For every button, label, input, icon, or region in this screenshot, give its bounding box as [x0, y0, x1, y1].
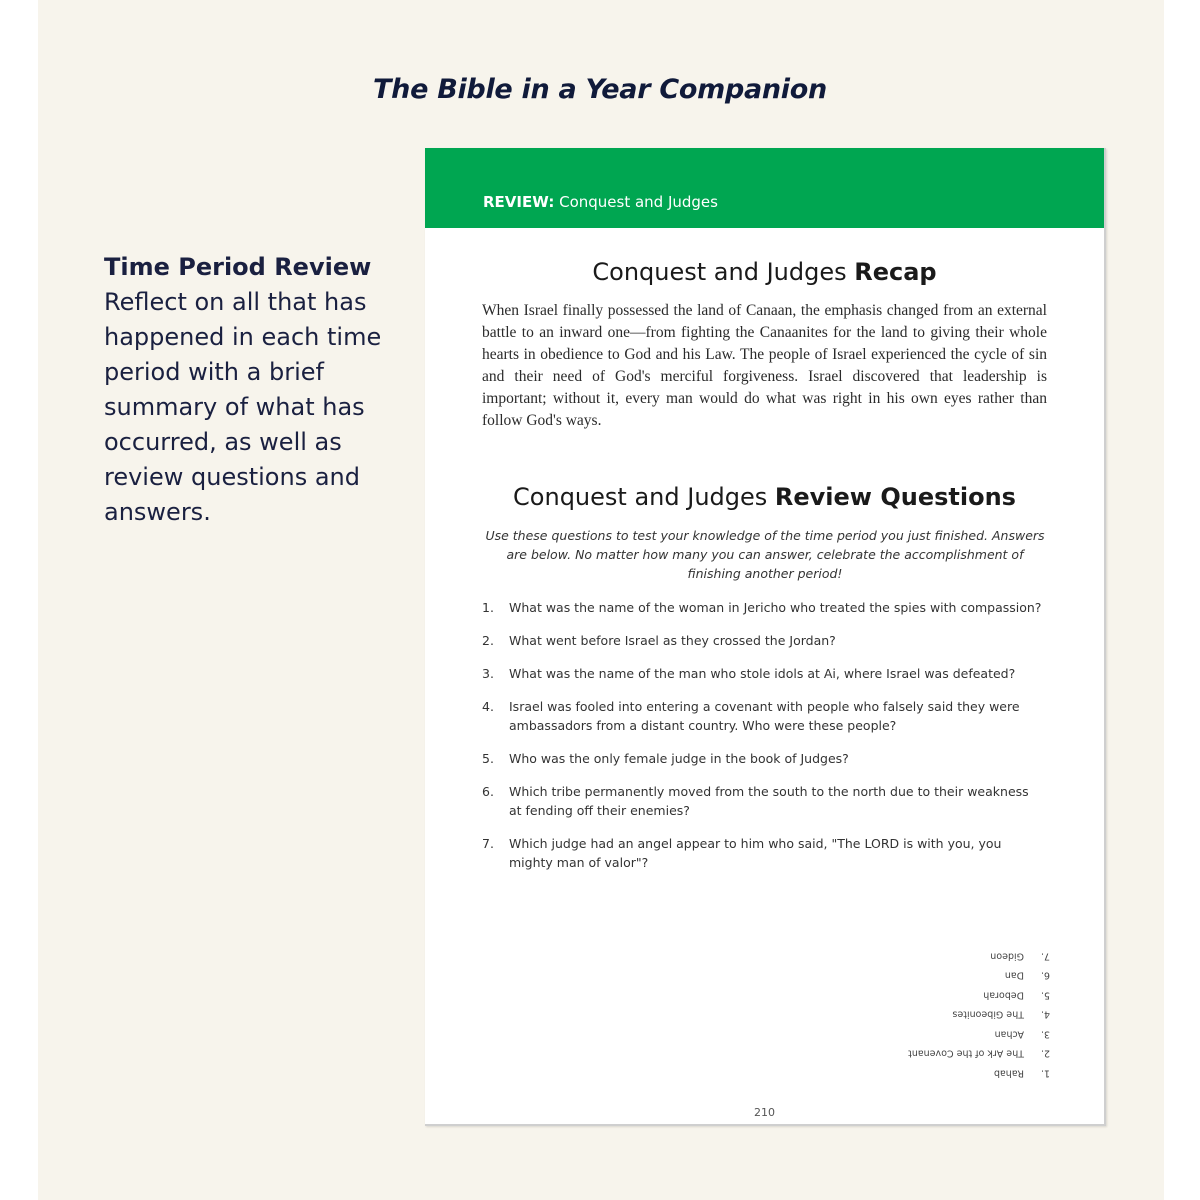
answer-number: 6. — [1040, 970, 1050, 981]
question-text: Which judge had an angel appear to him who said, "The LORD is with you, you mighty man of valor"? — [509, 836, 1002, 870]
recap-title — [425, 258, 1104, 286]
question-item — [482, 631, 1042, 650]
recap-title-bold: Recap — [854, 258, 937, 286]
question-number: 2. — [482, 633, 494, 648]
question-number: 3. — [482, 666, 494, 681]
question-number: 1. — [482, 600, 494, 615]
answer-text: Dan — [1004, 970, 1024, 981]
answer-text: The Gibeonites — [952, 1009, 1024, 1020]
answer-item — [880, 946, 1050, 966]
feature-heading: Time Period Review — [104, 253, 372, 281]
book-page — [425, 148, 1106, 1126]
answer-item — [880, 1005, 1050, 1025]
review-title-regular: Conquest and Judges — [513, 483, 775, 511]
question-text: What was the name of the woman in Jericho who treated the spies with compassion? — [509, 600, 1042, 615]
question-number: 5. — [482, 751, 494, 766]
question-number: 4. — [482, 699, 494, 714]
feature-description — [104, 250, 394, 530]
upside-down-answer-key — [880, 946, 1050, 1083]
question-text: What was the name of the man who stole idols at Ai, where Israel was defeated? — [509, 666, 1016, 681]
question-item — [482, 598, 1042, 617]
answer-number: 2. — [1040, 1048, 1050, 1059]
question-text: Which tribe permanently moved from the south to the north due to their weakness at fending off their enemies? — [509, 784, 1029, 818]
book-title: The Bible in a Year Companion — [373, 74, 827, 105]
answer-number: 3. — [1040, 1028, 1050, 1040]
question-list — [482, 598, 1042, 886]
page-header-band — [425, 148, 1104, 228]
header-period-name: Conquest and Judges — [554, 193, 718, 211]
answer-item — [880, 985, 1050, 1005]
review-title-bold: Review Questions — [774, 483, 1016, 511]
question-item — [482, 749, 1042, 768]
recap-title-regular: Conquest and Judges — [592, 258, 855, 286]
answer-item — [880, 1044, 1050, 1064]
question-item — [482, 664, 1042, 683]
answer-text: Gideon — [990, 950, 1024, 962]
question-item — [482, 697, 1042, 735]
review-instructions: Use these questions to test your knowledge of the time period you just finished. Answers are below. No matter how many you can answer, celebrate the accomplishment of finishing another period! — [485, 528, 1045, 581]
answer-number: 7. — [1040, 950, 1050, 962]
header-review-tag: REVIEW: — [483, 193, 555, 211]
question-item — [482, 782, 1042, 820]
answer-number: 5. — [1040, 989, 1050, 1001]
page-header-label — [483, 193, 718, 211]
answer-text: Rahab — [993, 1067, 1024, 1079]
question-text: Who was the only female judge in the book of Judges? — [509, 751, 849, 766]
answer-text: The Ark of the Covenant — [908, 1048, 1024, 1059]
page-number: 210 — [754, 1106, 775, 1119]
answer-text: Deborah — [983, 989, 1024, 1001]
answer-item — [880, 966, 1050, 986]
question-text: Israel was fooled into entering a covenant with people who falsely said they were ambassadors from a distant country. Who were these people? — [509, 699, 1020, 733]
answer-number: 4. — [1040, 1009, 1050, 1020]
review-questions-title — [425, 483, 1104, 511]
feature-body: Reflect on all that has happened in each time period with a brief summary of what has occurred, as well as review questions and answers. — [104, 288, 382, 526]
answer-item — [880, 1024, 1050, 1044]
question-number: 6. — [482, 784, 494, 799]
question-item — [482, 834, 1042, 872]
answer-item — [880, 1063, 1050, 1083]
recap-paragraph: When Israel finally possessed the land of Canaan, the emphasis changed from an external battle to an inward one—from fighting the Canaanites for the land to giving their whole hearts in obedience to God and his Law. The people of Israel experienced the cycle of sin and their need of God's merciful forgiveness. Israel discovered that leadership is important; without it, every man would do what was right in his own eyes rather than follow God's ways. — [482, 302, 1047, 429]
answer-text: Achan — [994, 1028, 1024, 1040]
question-text: What went before Israel as they crossed the Jordan? — [509, 633, 836, 648]
question-number: 7. — [482, 836, 494, 851]
answer-number: 1. — [1040, 1067, 1050, 1079]
